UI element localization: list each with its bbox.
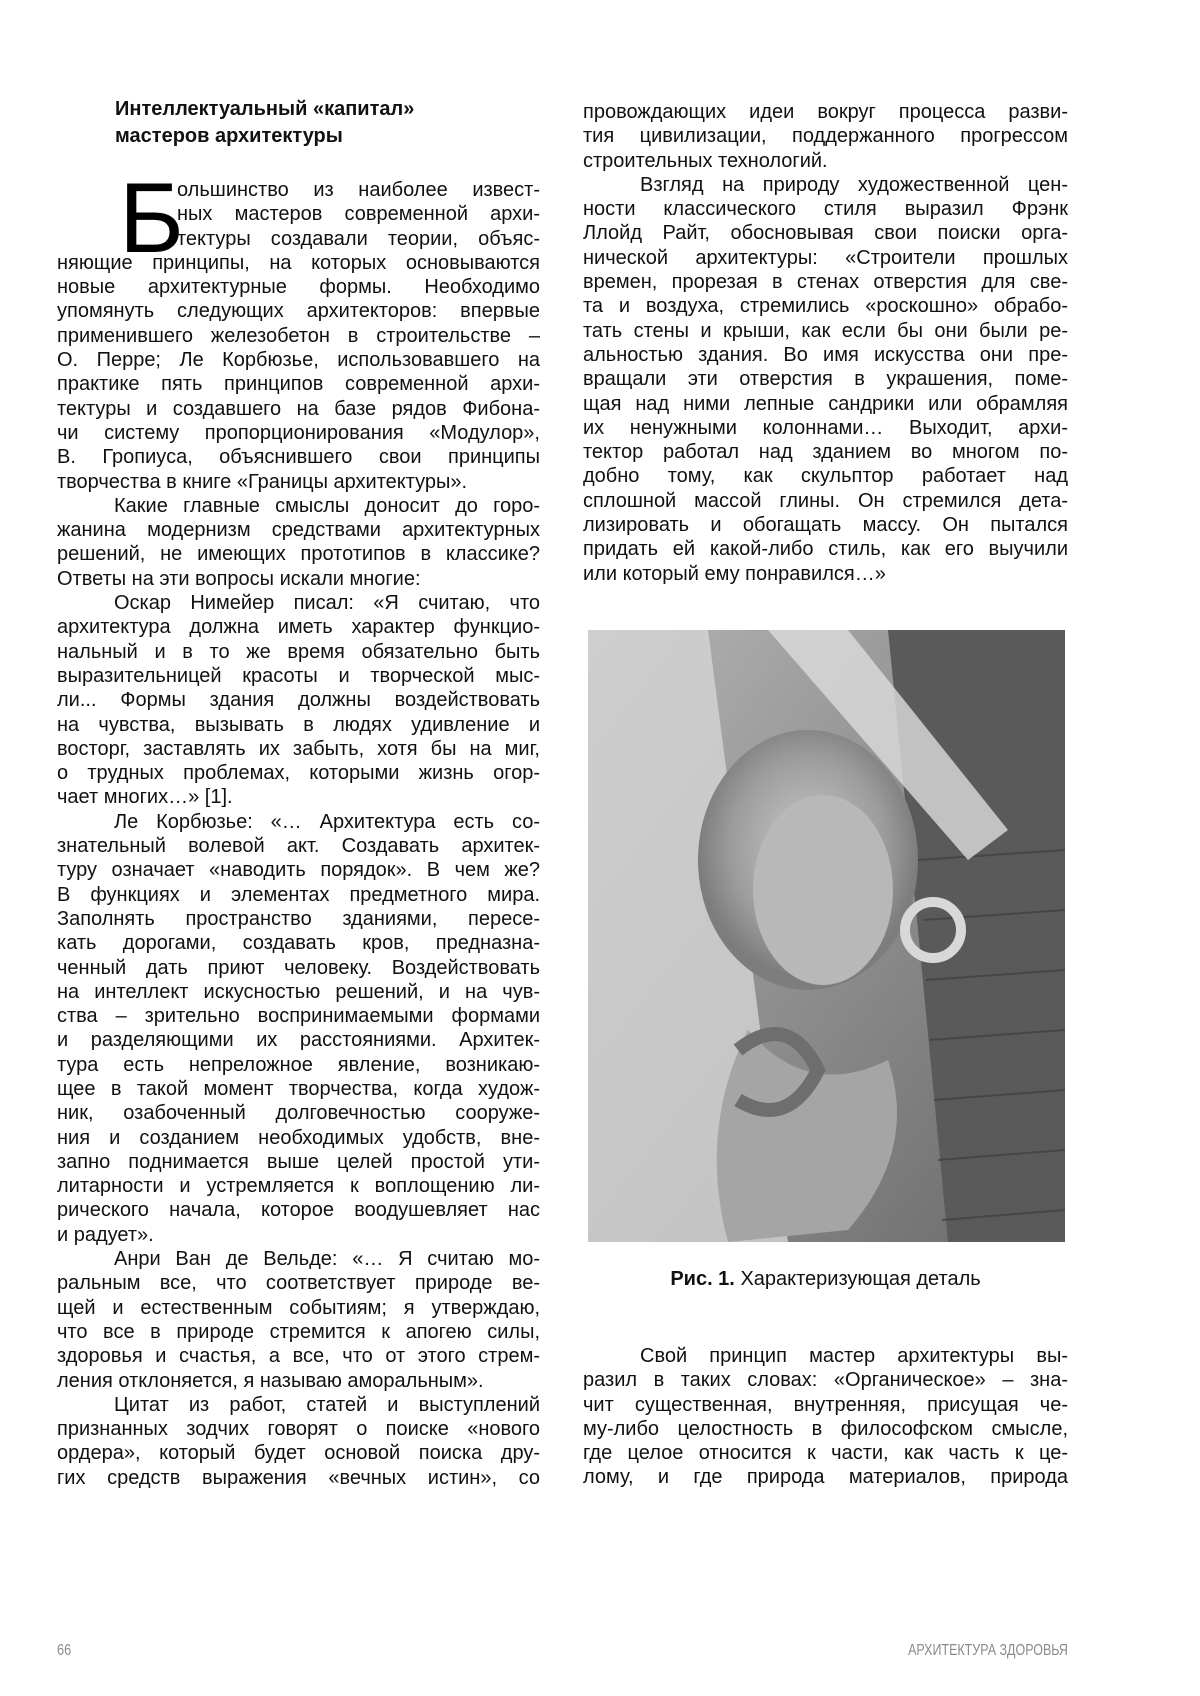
text-line: Оскар Нимейер писал: «Я считаю, что (57, 591, 540, 615)
text-line: где целое относится к части, как часть к це- (583, 1441, 1068, 1465)
text-line: тия цивилизации, поддержанного прогрессом (583, 124, 1068, 148)
text-line: чает многих…» [1]. (57, 785, 540, 809)
photo-image (588, 630, 1065, 1242)
text-line: В. Гропиуса, объяснившего свои принципы (57, 445, 540, 469)
text-line: О. Перре; Ле Корбюзье, использовавшего на (57, 348, 540, 372)
text-line: времен, прорезая в стенах отверстия для све- (583, 270, 1068, 294)
text-line: тектуры создавали теории, объяс- (57, 227, 540, 251)
text-line: ния и созданием необходимых удобств, вне- (57, 1126, 540, 1150)
text-line: Какие главные смыслы доносит до горо- (57, 494, 540, 518)
text-line: ности классического стиля выразил Фрэнк (583, 197, 1068, 221)
text-line: здоровья и счастья, а все, что от этого стрем- (57, 1344, 540, 1368)
left-column (57, 178, 540, 1490)
text-line: архитектура должна иметь характер функцио- (57, 615, 540, 639)
text-line: что все в природе стремится к апогею силы, (57, 1320, 540, 1344)
right-column (583, 100, 1068, 586)
paragraph (57, 178, 540, 494)
page-number: 66 (57, 1642, 71, 1660)
text-line: альностью здания. Во имя искусства они пре- (583, 343, 1068, 367)
paragraph (57, 1393, 540, 1490)
text-line: сплошной массой глины. Он стремился дета- (583, 489, 1068, 513)
text-line: лому, и где природа материалов, природа (583, 1465, 1068, 1489)
text-line: знательный волевой акт. Создавать архитек- (57, 834, 540, 858)
text-line: провождающих идеи вокруг процесса разви- (583, 100, 1068, 124)
text-line: литарности и устремляется к воплощению ли- (57, 1174, 540, 1198)
text-line: новые архитектурные формы. Необходимо (57, 275, 540, 299)
text-line: ольшинство из наиболее извест- (57, 178, 540, 202)
text-line: применившего железобетон в строительстве – (57, 324, 540, 348)
paragraph (583, 173, 1068, 586)
text-line: их ненужными колоннами… Выходит, архи- (583, 416, 1068, 440)
text-line: ства – зрительно воспринимаемыми формами (57, 1004, 540, 1028)
text-line: чи систему пропорционирования «Модулор», (57, 421, 540, 445)
text-line: практике пять принципов современной архи- (57, 372, 540, 396)
text-line: Ответы на эти вопросы искали многие: (57, 567, 540, 591)
paragraph (57, 810, 540, 1247)
text-line: творчества в книге «Границы архитектуры». (57, 470, 540, 494)
text-line: ник, озабоченный долговечностью сооруже- (57, 1101, 540, 1125)
text-line: вращали эти отверстия в украшения, поме- (583, 367, 1068, 391)
text-line: В функциях и элементах предметного мира. (57, 883, 540, 907)
text-line: признанных зодчих говорят о поиске «нового (57, 1417, 540, 1441)
text-line: на чувства, вызывать в людях удивление и (57, 713, 540, 737)
figure-caption (583, 1268, 1068, 1291)
section-heading-line: Интеллектуальный «капитал» (115, 96, 414, 123)
text-line: и радует». (57, 1223, 540, 1247)
text-line: чит существенная, внутренняя, присущая че- (583, 1393, 1068, 1417)
text-line: запно поднимается выше целей простой ути- (57, 1150, 540, 1174)
paragraph (57, 494, 540, 591)
text-line: на интеллект искусностью решений, и на чув- (57, 980, 540, 1004)
text-line: ли... Формы здания должны воздействовать (57, 688, 540, 712)
text-line: придать ей какой-либо стиль, как его выучили (583, 537, 1068, 561)
text-line: тектор работал над зданием во многом по- (583, 440, 1068, 464)
text-line: жанина модернизм средствами архитектурных (57, 518, 540, 542)
text-line: и разделяющими их расстояниями. Архитек- (57, 1028, 540, 1052)
text-line: лизировать и обогащать массу. Он пытался (583, 513, 1068, 537)
text-line: Свой принцип мастер архитектуры вы- (583, 1344, 1068, 1368)
section-heading-line: мастеров архитектуры (115, 123, 414, 150)
right-column-continued (583, 1344, 1068, 1490)
text-line: та и воздуха, стремились «роскошно» обрабо- (583, 294, 1068, 318)
text-line: щей и естественным событиям; я утверждаю, (57, 1296, 540, 1320)
text-line: ордера», который будет основой поиска дру- (57, 1441, 540, 1465)
text-line: ных мастеров современной архи- (57, 202, 540, 226)
text-line: или который ему понравился…» (583, 562, 1068, 586)
text-line: нической архитектуры: «Строители прошлых (583, 246, 1068, 270)
text-line: щее в такой момент творчества, когда худож- (57, 1077, 540, 1101)
text-line: восторг, заставлять их забыть, хотя бы на миг, (57, 737, 540, 761)
figure-label: Рис. 1. (670, 1268, 735, 1290)
text-line: добно тому, как скульптор работает над (583, 464, 1068, 488)
text-line: строительных технологий. (583, 149, 1068, 173)
paragraph (583, 100, 1068, 173)
text-line: нальный и в то же время обязательно быть (57, 640, 540, 664)
text-line: о трудных проблемах, которыми жизнь огор- (57, 761, 540, 785)
text-line: ченный дать приют человеку. Воздействовать (57, 956, 540, 980)
text-line: тать стены и крыши, как если бы они были ре- (583, 319, 1068, 343)
text-line: Ле Корбюзье: «… Архитектура есть со- (57, 810, 540, 834)
text-line: Заполнять пространство зданиями, пересе- (57, 907, 540, 931)
paragraph (57, 591, 540, 810)
figure-photo-sculpted-mascaron (588, 630, 1065, 1242)
section-heading (115, 96, 414, 150)
text-line: туру означает «наводить порядок». В чем же? (57, 858, 540, 882)
journal-name: АРХИТЕКТУРА ЗДОРОВЬЯ (908, 1642, 1068, 1660)
drop-cap: Б (119, 168, 184, 267)
text-line: му-либо целостность в философском смысле, (583, 1417, 1068, 1441)
figure-caption-text: Характеризующая деталь (740, 1268, 980, 1290)
text-line: гих средств выражения «вечных истин», со (57, 1466, 540, 1490)
text-line: Взгляд на природу художественной цен- (583, 173, 1068, 197)
text-line: ральным все, что соответствует природе ве- (57, 1271, 540, 1295)
text-line: рического начала, которое воодушевляет нас (57, 1198, 540, 1222)
text-line: выразительницей красоты и творческой мыс- (57, 664, 540, 688)
text-line: упомянуть следующих архитекторов: впервые (57, 299, 540, 323)
paragraph (57, 1247, 540, 1393)
text-line: разил в таких словах: «Органическое» – зна- (583, 1368, 1068, 1392)
text-line: тектуры и создавшего на базе рядов Фибона- (57, 397, 540, 421)
text-line: щая над ними лепные сандрики или обрамляя (583, 392, 1068, 416)
text-line: Анри Ван де Вельде: «… Я считаю мо- (57, 1247, 540, 1271)
text-line: решений, не имеющих прототипов в классике? (57, 542, 540, 566)
paragraph (583, 1344, 1068, 1490)
text-line: Ллойд Райт, обосновывая свои поиски орга- (583, 221, 1068, 245)
text-line: кать дорогами, создавать кров, предназна- (57, 931, 540, 955)
text-line: Цитат из работ, статей и выступлений (57, 1393, 540, 1417)
text-line: няющие принципы, на которых основываются (57, 251, 540, 275)
text-line: тура есть непреложное явление, возникаю- (57, 1053, 540, 1077)
text-line: ления отклоняется, я называю аморальным». (57, 1369, 540, 1393)
